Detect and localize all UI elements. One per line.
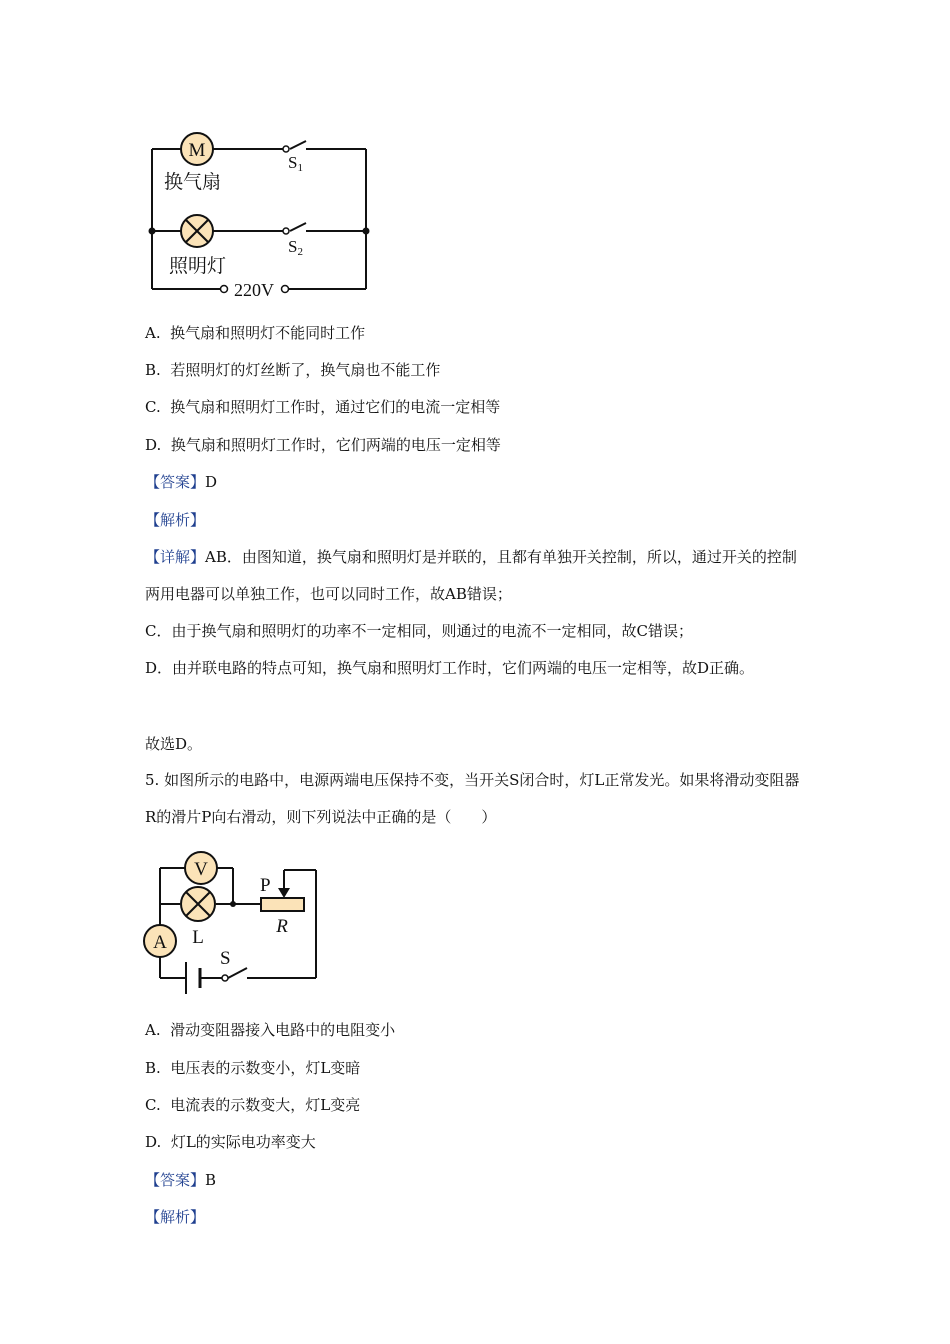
q4-option-c: C. 换气扇和照明灯工作时，通过它们的电流一定相等 bbox=[145, 398, 501, 416]
switch1-contact bbox=[283, 146, 289, 152]
q4-conclusion: 故选D。 bbox=[145, 735, 203, 753]
terminal-left bbox=[221, 286, 228, 293]
q4-option-d: D. 换气扇和照明灯工作时，它们两端的电压一定相等 bbox=[145, 436, 501, 454]
svg-text:M: M bbox=[188, 140, 206, 161]
source-voltage-label: 220V bbox=[234, 280, 274, 300]
junction-voltmeter bbox=[230, 901, 236, 907]
lamp-label: 照明灯 bbox=[169, 256, 227, 277]
switch-label: S bbox=[220, 948, 231, 969]
slider-arrow bbox=[278, 888, 290, 898]
switch1-label: S1 bbox=[288, 153, 303, 174]
switch-contact bbox=[222, 975, 228, 981]
q5-stem: 5. 如图所示的电路中，电源两端电压保持不变，当开关S闭合时，灯L正常发光。如果将滑动变阻器R的滑片P向右滑动，则下列说法中正确的是（ ） bbox=[145, 771, 800, 826]
junction-right bbox=[363, 228, 370, 235]
rheostat-body bbox=[261, 898, 304, 911]
q4-detail-d: D．由并联电路的特点可知，换气扇和照明灯工作时，它们两端的电压一定相等，故D正确。 bbox=[145, 659, 755, 677]
circuit-diagram-rheostat bbox=[140, 840, 330, 1010]
q5-option-a: A. 滑动变阻器接入电路中的电阻变小 bbox=[145, 1021, 396, 1039]
q4-detail-ab: 【详解】AB．由图知道，换气扇和照明灯是并联的，且都有单独开关控制，所以，通过开关的控制两用电器可以单独工作，也可以同时工作，故AB错误； bbox=[145, 548, 797, 603]
voltmeter-symbol bbox=[185, 852, 217, 884]
terminal-right bbox=[282, 286, 289, 293]
circuit-diagram-fan-lamp bbox=[140, 125, 380, 305]
switch2-contact bbox=[283, 228, 289, 234]
motor-symbol bbox=[181, 133, 213, 165]
svg-text:V: V bbox=[194, 859, 208, 880]
q5-analysis-heading: 【解析】 bbox=[145, 1208, 206, 1226]
q4-detail-c: C．由于换气扇和照明灯的功率不一定相同，则通过的电流不一定相同，故C错误； bbox=[145, 622, 693, 640]
q5-option-b: B. 电压表的示数变小，灯L变暗 bbox=[145, 1059, 361, 1077]
q5-answer: 【答案】B bbox=[145, 1171, 217, 1189]
junction-left bbox=[149, 228, 156, 235]
fan-label: 换气扇 bbox=[164, 172, 222, 193]
slider-label: P bbox=[260, 875, 271, 896]
switch2-label: S2 bbox=[288, 237, 303, 258]
svg-text:A: A bbox=[153, 932, 167, 953]
q4-option-a: A. 换气扇和照明灯不能同时工作 bbox=[145, 324, 366, 342]
q4-answer: 【答案】D bbox=[145, 473, 218, 491]
q5-option-c: C. 电流表的示数变大，灯L变亮 bbox=[145, 1096, 361, 1114]
lamp-label: L bbox=[192, 927, 204, 948]
lamp-symbol bbox=[181, 215, 213, 247]
q4-option-b: B. 若照明灯的灯丝断了，换气扇也不能工作 bbox=[145, 361, 441, 379]
q4-analysis-heading: 【解析】 bbox=[145, 511, 206, 529]
lamp-symbol bbox=[181, 887, 215, 921]
ammeter-symbol bbox=[144, 925, 176, 957]
q5-option-d: D. 灯L的实际电功率变大 bbox=[145, 1133, 316, 1151]
rheostat-label: R bbox=[276, 916, 288, 937]
